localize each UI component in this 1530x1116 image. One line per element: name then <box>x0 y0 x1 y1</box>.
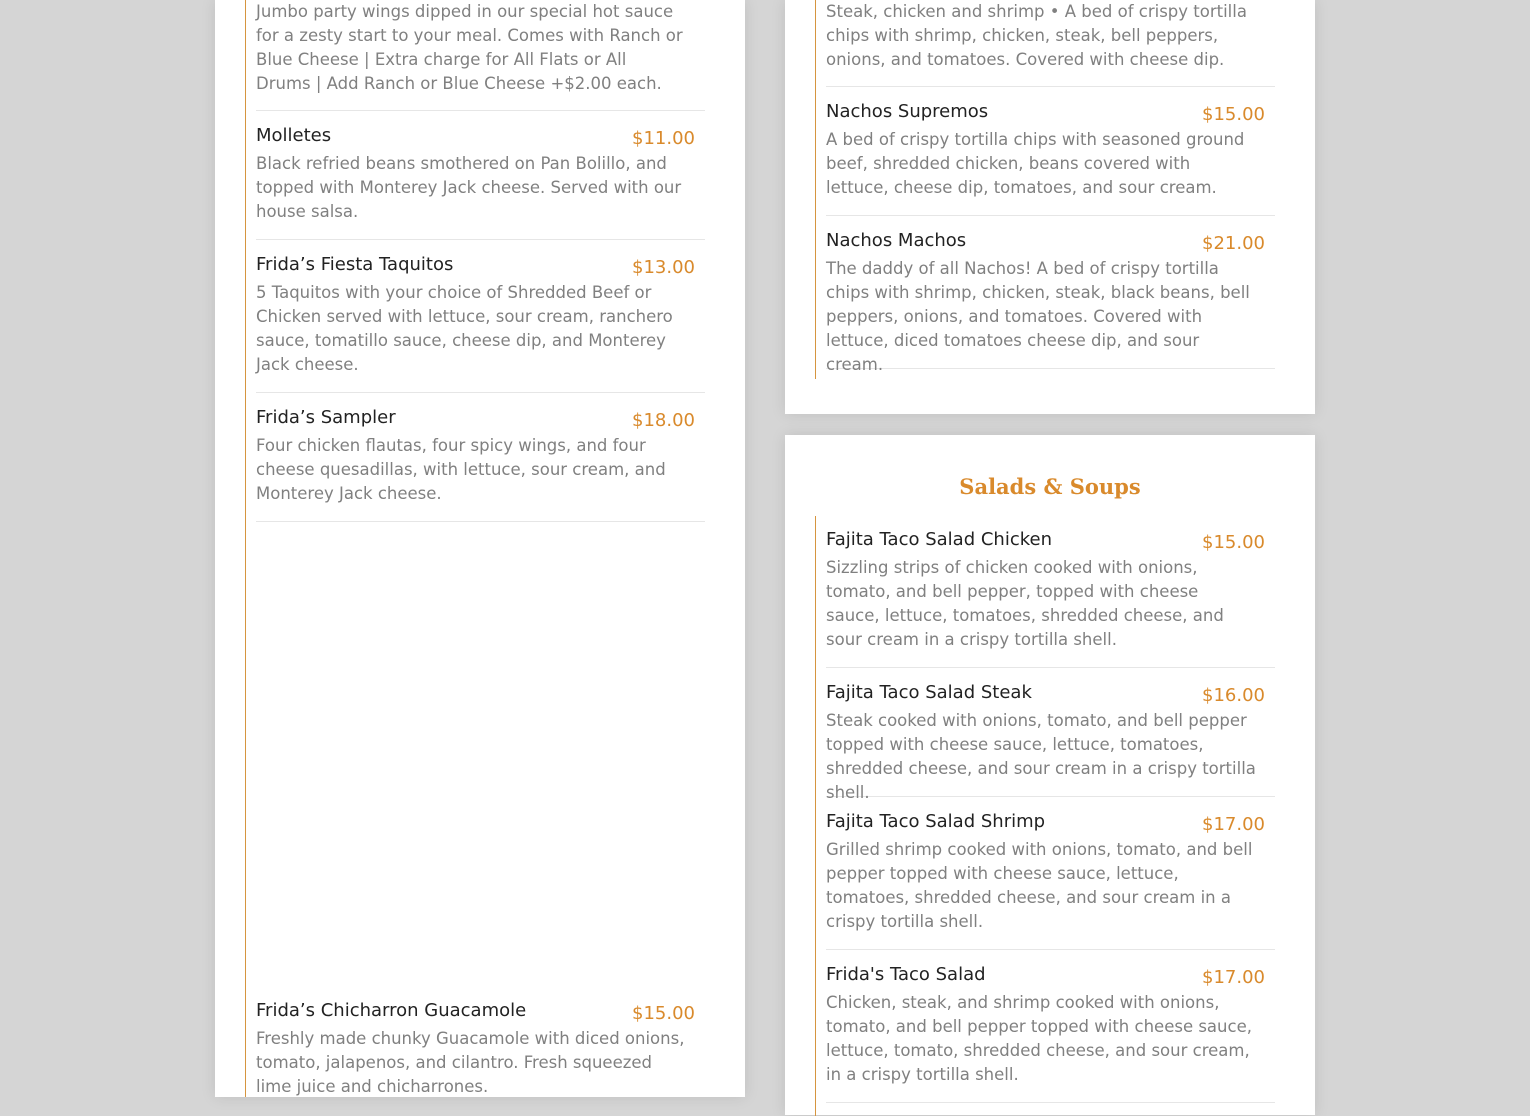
item-price: $18.00 <box>632 410 695 431</box>
item-description: 5 Taquitos with your choice of Shredded Beef or Chicken served with lettuce, sour cream, ranchero sauce, tomatillo sauce, cheese dip, and Monterey Jack cheese. <box>256 283 673 374</box>
menu-item-wings <box>256 0 705 111</box>
item-price: $11.00 <box>632 128 695 149</box>
item-description: Grilled shrimp cooked with onions, tomato, and bell pepper topped with cheese sauce, lettuce, tomatoes, shredded cheese, and sour cream in a crispy tortilla shell. <box>826 840 1253 931</box>
section-title: Salads & Soups <box>959 474 1141 499</box>
accent-line <box>815 0 816 379</box>
menu-item <box>826 811 1275 950</box>
item-name: Fajita Taco Salad Chicken <box>826 529 1052 550</box>
menu-item <box>826 964 1275 1103</box>
item-price: $17.00 <box>1202 967 1265 988</box>
item-description: Chicken, steak, and shrimp cooked with onions, tomato, and bell pepper topped with cheese sauce, lettuce, tomato, shredded cheese, and sour cream, in a crispy tortilla shell. <box>826 993 1252 1084</box>
item-price: $15.00 <box>632 1003 695 1024</box>
menu-item <box>256 125 705 240</box>
item-name: Frida’s Sampler <box>256 407 396 428</box>
item-name: Frida’s Fiesta Taquitos <box>256 254 454 275</box>
item-price: $21.00 <box>1202 233 1265 254</box>
accent-line <box>815 516 816 1116</box>
appetizers-card <box>215 0 745 1097</box>
item-name: Fajita Taco Salad Shrimp <box>826 811 1046 832</box>
item-price: $16.00 <box>1202 685 1265 706</box>
item-name: Frida’s Chicharron Guacamole <box>256 1000 527 1021</box>
item-description: Jumbo party wings dipped in our special hot sauce for a zesty start to your meal. Comes with Ranch or Blue Cheese | Extra charge for All Flats or All Drums | Add Ranch or Blue Cheese +$2.00 each. <box>256 2 683 93</box>
item-price: $15.00 <box>1202 104 1265 125</box>
item-name: Frida's Taco Salad <box>826 964 986 985</box>
menu-item-partial <box>826 0 1275 87</box>
item-description: A bed of crispy tortilla chips with seasoned ground beef, shredded chicken, beans covered with lettuce, cheese dip, tomatoes, and sour cream. <box>826 130 1245 197</box>
item-description: Sizzling strips of chicken cooked with onions, tomato, and bell pepper, topped with cheese sauce, lettuce, tomatoes, shredded cheese, and sour cream in a crispy tortilla shell. <box>826 558 1224 649</box>
accent-line <box>245 0 246 1097</box>
item-description: Freshly made chunky Guacamole with diced onions, tomato, jalapenos, and cilantro. Fresh squeezed lime juice and chicharrones. <box>256 1029 685 1096</box>
menu-item <box>826 682 1275 802</box>
menu-item <box>256 407 705 522</box>
item-name: Nachos Supremos <box>826 101 989 122</box>
menu-item <box>256 254 705 393</box>
item-name: Fajita Taco Salad Steak <box>826 682 1032 703</box>
item-name: Nachos Machos <box>826 230 967 251</box>
item-description: Black refried beans smothered on Pan Bolillo, and topped with Monterey Jack cheese. Served with our house salsa. <box>256 154 682 221</box>
menu-item <box>826 230 1275 374</box>
salads-soups-card <box>785 435 1315 1115</box>
item-description: Four chicken flautas, four spicy wings, and four cheese quesadillas, with lettuce, sour cream, and Monterey Jack cheese. <box>256 436 666 503</box>
item-name: Molletes <box>256 125 332 146</box>
item-price: $17.00 <box>1202 814 1265 835</box>
nachos-card <box>785 0 1315 414</box>
item-description: Steak cooked with onions, tomato, and bell pepper topped with cheese sauce, lettuce, tomatoes, shredded cheese, and sour cream in a crispy tortilla shell. <box>826 711 1256 802</box>
menu-item <box>826 101 1275 216</box>
item-price: $15.00 <box>1202 532 1265 553</box>
menu-item <box>256 1000 705 1110</box>
item-price: $13.00 <box>632 257 695 278</box>
item-description: The daddy of all Nachos! A bed of crispy tortilla chips with shrimp, chicken, steak, black beans, bell peppers, onions, and tomatoes. Covered with lettuce, diced tomatoes cheese dip, and sour cream. <box>826 259 1250 374</box>
item-description: Steak, chicken and shrimp • A bed of crispy tortilla chips with shrimp, chicken, steak, bell peppers, onions, and tomatoes. Covered with cheese dip. <box>826 2 1247 69</box>
menu-item <box>826 529 1275 668</box>
